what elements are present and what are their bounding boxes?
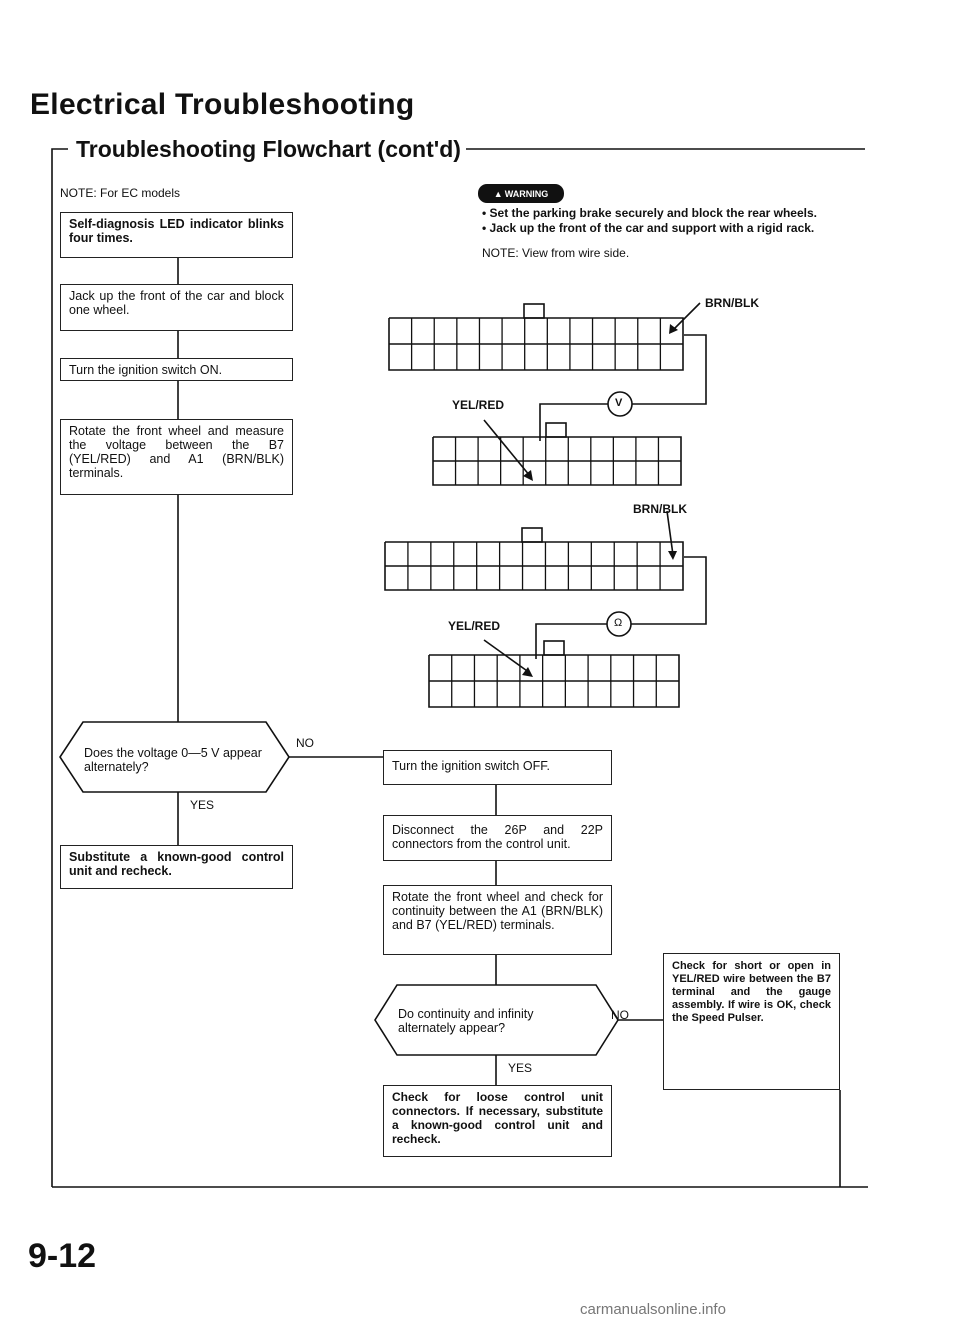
connector-26p-bottom <box>385 528 683 590</box>
warning-badge <box>478 184 564 203</box>
wire-side-note: NOTE: View from wire side. <box>482 246 630 260</box>
connector-22p-bottom <box>429 641 679 707</box>
step-text: Disconnect the 26P and 22P connectors from the control unit. <box>392 823 603 851</box>
label-brn-blk-bottom: BRN/BLK <box>633 502 687 516</box>
left-decision-text: Does the voltage 0—5 V appear alternately? <box>84 746 262 774</box>
label-yel-red-top: YEL/RED <box>452 398 505 412</box>
connector-26p-top <box>389 304 683 370</box>
right-no-label: NO <box>611 1008 629 1022</box>
label-brn-blk-top: BRN/BLK <box>705 296 759 310</box>
right-decision-text: Do continuity and infinity alternately appear? <box>398 1007 534 1035</box>
step-led-blinks <box>60 212 293 258</box>
warning-line: • Set the parking brake securely and block the rear wheels. <box>482 206 817 220</box>
voltmeter-symbol: V <box>615 397 623 409</box>
result-text: Check for short or open in YEL/RED wire between the B7 terminal and the gauge assembly. If wire is OK, check the Speed Pulser. <box>672 960 831 1024</box>
warning-lines <box>482 206 817 236</box>
step-text: Rotate the front wheel and measure the voltage between the B7 (YEL/RED) and A1 (BRN/BLK) terminals. <box>69 424 284 480</box>
warning-badge-text: WARNING <box>504 188 549 199</box>
step-check-continuity <box>383 885 612 955</box>
step-text: Turn the ignition switch ON. <box>69 363 223 377</box>
step-ignition-off <box>383 750 612 785</box>
result-check-loose-connectors <box>383 1085 612 1157</box>
step-text: Rotate the front wheel and check for continuity between the A1 (BRN/BLK) and B7 (YEL/RED) terminals. <box>392 890 603 932</box>
result-text: Substitute a known-good control unit and recheck. <box>69 850 284 878</box>
step-ignition-on <box>60 358 293 381</box>
left-yes-label: YES <box>190 798 215 812</box>
watermark: carmanualsonline.info <box>580 1301 726 1318</box>
left-note: NOTE: For EC models <box>60 186 181 200</box>
left-no-label: NO <box>296 736 314 750</box>
step-measure-voltage <box>60 419 293 495</box>
result-substitute-unit <box>60 845 293 889</box>
label-yel-red-bottom: YEL/RED <box>448 619 501 633</box>
connector-22p-top <box>433 423 681 485</box>
warning-triangle-icon: ▲ <box>493 188 503 199</box>
ohmmeter-symbol: Ω <box>614 617 623 629</box>
step-text: Turn the ignition switch OFF. <box>392 759 550 773</box>
step-text: Jack up the front of the car and block one wheel. <box>69 289 284 317</box>
section-subtitle: Troubleshooting Flowchart (cont'd) <box>76 136 461 162</box>
right-yes-label: YES <box>508 1061 533 1075</box>
warning-line: • Jack up the front of the car and support with a rigid rack. <box>482 221 815 235</box>
step-disconnect-connectors <box>383 815 612 861</box>
page-title: Electrical Troubleshooting <box>30 88 415 121</box>
step-text: Self-diagnosis LED indicator blinks four times. <box>69 217 284 245</box>
result-check-short-open <box>663 953 840 1090</box>
page-number: 9-12 <box>28 1237 97 1275</box>
step-jack-up <box>60 284 293 331</box>
result-text: Check for loose control unit connectors. If necessary, substitute a known-good control unit and recheck. <box>392 1090 603 1146</box>
